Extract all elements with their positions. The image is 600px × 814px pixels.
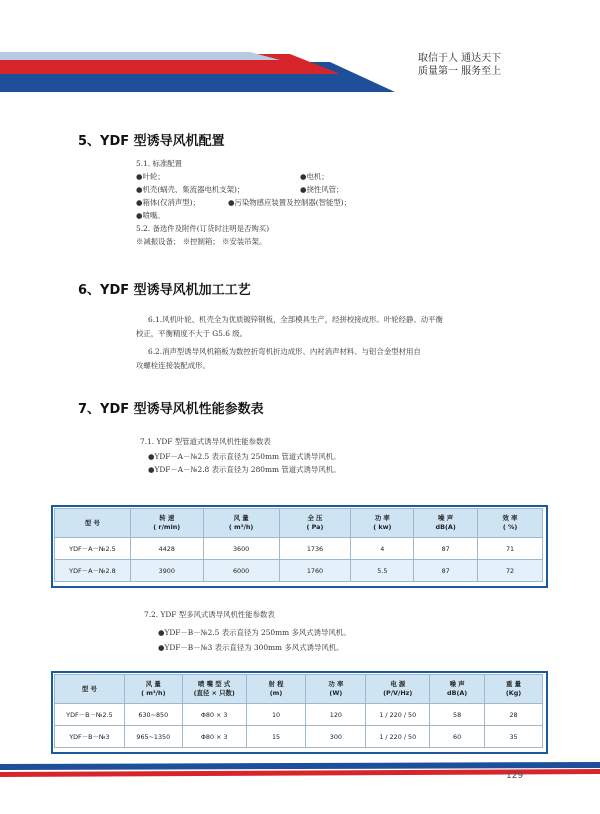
slogan-line-1: 取信于人 通达天下 [418, 53, 502, 64]
cell-range: 10 [246, 704, 306, 726]
cell-power: 5.5 [351, 560, 414, 582]
col-header-speed: 转 速 ( r/min) [130, 509, 203, 538]
config-item: ●叶轮； [136, 172, 165, 181]
note-ydf-a-2-5: ●YDF－A－№2.5 表示直径为 250mm 管道式诱导风机。 [148, 452, 341, 461]
table-header-row [55, 675, 543, 704]
col-header-airflow: 风 量 ( m³/h) [203, 509, 279, 538]
cell-speed: 4428 [130, 538, 203, 560]
col-header-pressure: 全 压 ( Pa) [279, 509, 351, 538]
process-paragraph-2 [136, 345, 556, 373]
cell-airflow: 965~1350 [124, 726, 182, 748]
cell-airflow: 6000 [203, 560, 279, 582]
table-row [55, 538, 543, 560]
section-5-title: 5、YDF 型诱导风机配置 [78, 134, 225, 149]
section-7-2-heading: 7.2. YDF 型多风式诱导风机性能参数表 [144, 610, 275, 619]
config-item: ●机壳(蜗壳、集流器电机支架)； [136, 185, 245, 194]
cell-noise: 87 [414, 538, 478, 560]
cell-weight: 28 [485, 704, 543, 726]
config-item: ●污染物感应装置及控制器(智能型)； [228, 198, 352, 207]
col-header-power: 功 率 (W) [306, 675, 366, 704]
config-item: ●电机； [300, 172, 329, 181]
cell-noise: 87 [414, 560, 478, 582]
config-item: ●喷嘴。 [136, 211, 165, 220]
col-header-weight: 重 量 (Kg) [485, 675, 543, 704]
table-row [55, 560, 543, 582]
cell-supply: 1 / 220 / 50 [366, 726, 430, 748]
cell-power: 300 [306, 726, 366, 748]
optional-parts: ※减振设备； ※控制箱； ※安装吊架。 [136, 237, 267, 246]
table-header-row [55, 509, 543, 538]
cell-noise: 58 [430, 704, 485, 726]
col-header-model: 型 号 [55, 675, 125, 704]
cell-weight: 35 [485, 726, 543, 748]
cell-nozzle: Φ80 × 3 [182, 726, 246, 748]
section-5-1-heading: 5.1. 标准配置 [136, 159, 183, 168]
cell-power: 4 [351, 538, 414, 560]
header-stripes [0, 52, 600, 92]
col-header-airflow: 风 量 ( m³/h) [124, 675, 182, 704]
col-header-range: 射 程 (m) [246, 675, 306, 704]
col-header-model: 型 号 [55, 509, 131, 538]
cell-noise: 60 [430, 726, 485, 748]
cell-speed: 3900 [130, 560, 203, 582]
cell-nozzle: Φ80 × 3 [182, 704, 246, 726]
table-row [55, 704, 543, 726]
cell-model: YDF－B－№2.5 [55, 704, 125, 726]
cell-airflow: 3600 [203, 538, 279, 560]
table-row [55, 726, 543, 748]
config-item: ●挠性风管； [300, 185, 344, 194]
performance-table-a [54, 508, 543, 582]
section-7-1-heading: 7.1. YDF 型管道式诱导风机性能参数表 [140, 437, 271, 446]
slogan-line-2: 质量第一 服务至上 [418, 66, 502, 77]
cell-efficiency: 72 [478, 560, 543, 582]
cell-range: 15 [246, 726, 306, 748]
note-ydf-b-3: ●YDF－B－№3 表示直径为 300mm 多风式诱导风机。 [158, 643, 344, 652]
col-header-nozzle: 喷 嘴 型 式 (直径 × 只数) [182, 675, 246, 704]
cell-pressure: 1736 [279, 538, 351, 560]
process-p2-line1: 6.2.消声型诱导风机箱板为数控折弯机折边成形、内衬消声材料、与铝合金型材用自 [148, 347, 421, 356]
section-6-title: 6、YDF 型诱导风机加工工艺 [78, 283, 251, 298]
page-number: 129 [506, 771, 524, 781]
cell-pressure: 1760 [279, 560, 351, 582]
header-slogan [418, 52, 501, 78]
section-5-2-heading: 5.2. 备选件及附件(订货时注明是否购买) [136, 224, 270, 233]
process-p2-line2: 攻螺栓连接装配成形。 [136, 361, 210, 370]
col-header-noise: 噪 声 dB(A) [414, 509, 478, 538]
process-p1-line2: 校正，平衡精度不大于 G5.6 级。 [136, 329, 248, 338]
cell-power: 120 [306, 704, 366, 726]
note-ydf-a-2-8: ●YDF－A－№2.8 表示直径为 280mm 管道式诱导风机。 [148, 465, 341, 474]
config-item: ●箱体(仅消声型)； [136, 198, 200, 207]
col-header-supply: 电 源 (P/V/Hz) [366, 675, 430, 704]
col-header-efficiency: 效 率 ( %) [478, 509, 543, 538]
performance-table-b [54, 674, 543, 748]
cell-airflow: 630~850 [124, 704, 182, 726]
cell-model: YDF－A－№2.8 [55, 560, 131, 582]
process-p1-line1: 6.1.风机叶轮、机壳全为优质镀锌钢板，全部模具生产，经拼校接成形。叶轮经静、动平衡 [148, 315, 443, 324]
process-paragraph-1 [136, 313, 556, 341]
cell-model: YDF－B－№3 [55, 726, 125, 748]
cell-supply: 1 / 220 / 50 [366, 704, 430, 726]
section-7-title: 7、YDF 型诱导风机性能参数表 [78, 402, 264, 417]
note-ydf-b-2-5: ●YDF－B－№2.5 表示直径为 250mm 多风式诱导风机。 [158, 628, 351, 637]
col-header-power: 功 率 ( kw) [351, 509, 414, 538]
col-header-noise: 噪 声 dB(A) [430, 675, 485, 704]
cell-efficiency: 71 [478, 538, 543, 560]
cell-model: YDF－A－№2.5 [55, 538, 131, 560]
